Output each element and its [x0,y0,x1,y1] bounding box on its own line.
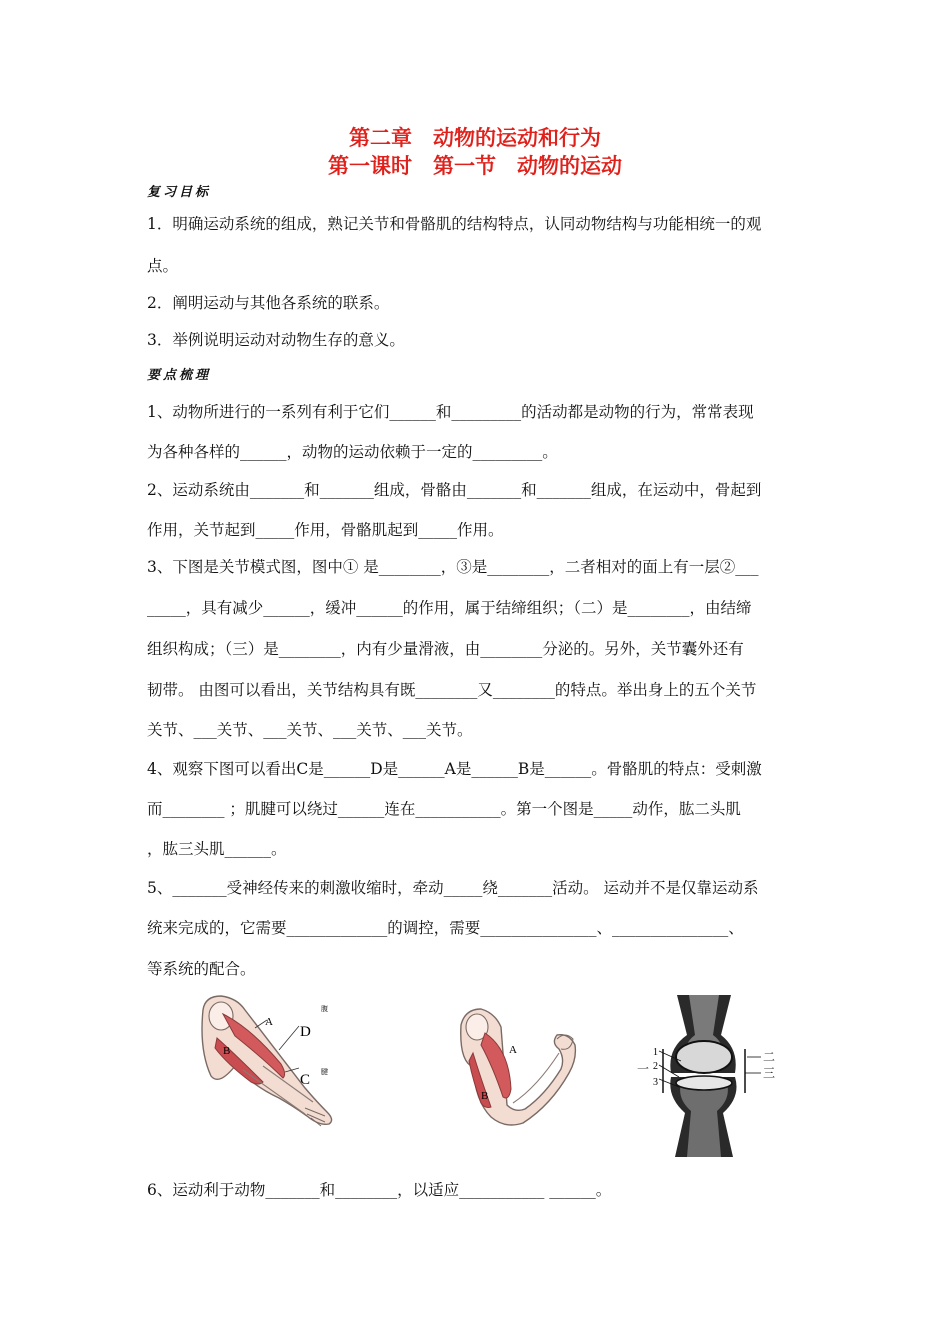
review-line-4: 3．举例说明运动对动物生存的意义。 [147,331,405,349]
review-line-2: 点。 [147,257,179,275]
joint-label-1: 1 [653,1047,658,1058]
arm1-small-label: 腱 [321,1068,328,1076]
arm2-label-a: A [509,1044,517,1056]
points-line: 统来完成的，它需要_____________的调控，需要_______________、_______________、 [147,919,744,937]
points-line: 韧带。 由图可以看出，关节结构具有既________又________的特点。举出身上的五个关节 [147,681,757,699]
points-line: 1、动物所进行的一系列有利于它们______和_________的活动都是动物的行为，常常表现 [147,403,754,421]
joint-label-er: 二 [763,1050,776,1064]
points-line: ，肱三头肌______。 [147,840,287,858]
points-line: 关节、___关节、___关节、___关节、___关节。 [147,721,473,739]
points-line: 3、下图是关节模式图，图中① 是________，③是________，二者相对的面上有一层②___ [147,558,759,576]
points-line: 为各种各样的______，动物的运动依赖于一定的_________。 [147,443,558,461]
joint-model-figure [637,995,785,1157]
lesson-title: 第一课时 第一节 动物的运动 [328,154,622,178]
arm-extended-figure [193,990,343,1138]
points-line: 2、运动系统由_______和_______组成，骨骼由_______和_______组成，在运动中，骨起到 [147,481,762,499]
arm1-label-a: A [265,1016,273,1028]
review-line-1: 1．明确运动系统的组成，熟记关节和骨骼肌的结构特点，认同动物结构与功能相统一的观 [147,215,762,233]
joint-label-san: 三 [763,1066,776,1080]
joint-label-yi: 一 [637,1062,650,1076]
arm1-label-d: D [300,1024,311,1040]
review-heading: 复习目标 [147,185,212,200]
arm1-label-c: C [300,1072,311,1088]
review-line-3: 2．阐明运动与其他各系统的联系。 [147,294,390,312]
points-line: 等系统的配合。 [147,960,256,978]
arm1-label-b: B [223,1045,231,1057]
points-line: 5、_______受神经传来的刺激收缩时，牵动_____绕_______活动。 运动并不是仅靠运动系 [147,879,759,897]
points-line: 4、观察下图可以看出C是______D是______A是______B是______。骨骼肌的特点：受刺激 [147,760,762,778]
arm-flexed-figure [447,1005,587,1130]
arm1-small-label: 腹 [321,1005,328,1013]
chapter-title: 第二章 动物的运动和行为 [349,126,601,150]
joint-label-3: 3 [653,1077,658,1088]
points-heading: 要点梳理 [147,368,212,383]
points-line: 而________ ；肌腱可以绕过______连在___________。第一个图是_____动作，肱二头肌 [147,800,741,818]
joint-label-2: 2 [653,1061,658,1072]
arm2-label-b: B [481,1090,489,1102]
points-line: 组织构成；（三）是________，内有少量滑液，由________分泌的。另外，关节囊外还有 [147,640,744,658]
points-line: 作用，关节起到_____作用，骨骼肌起到_____作用。 [147,521,504,539]
points-last-line: 6、运动利于动物_______和________，以适应___________ ______。 [147,1181,612,1199]
points-line: _____，具有减少______，缓冲______的作用，属于结缔组织；（二）是________，由结缔 [147,599,752,617]
